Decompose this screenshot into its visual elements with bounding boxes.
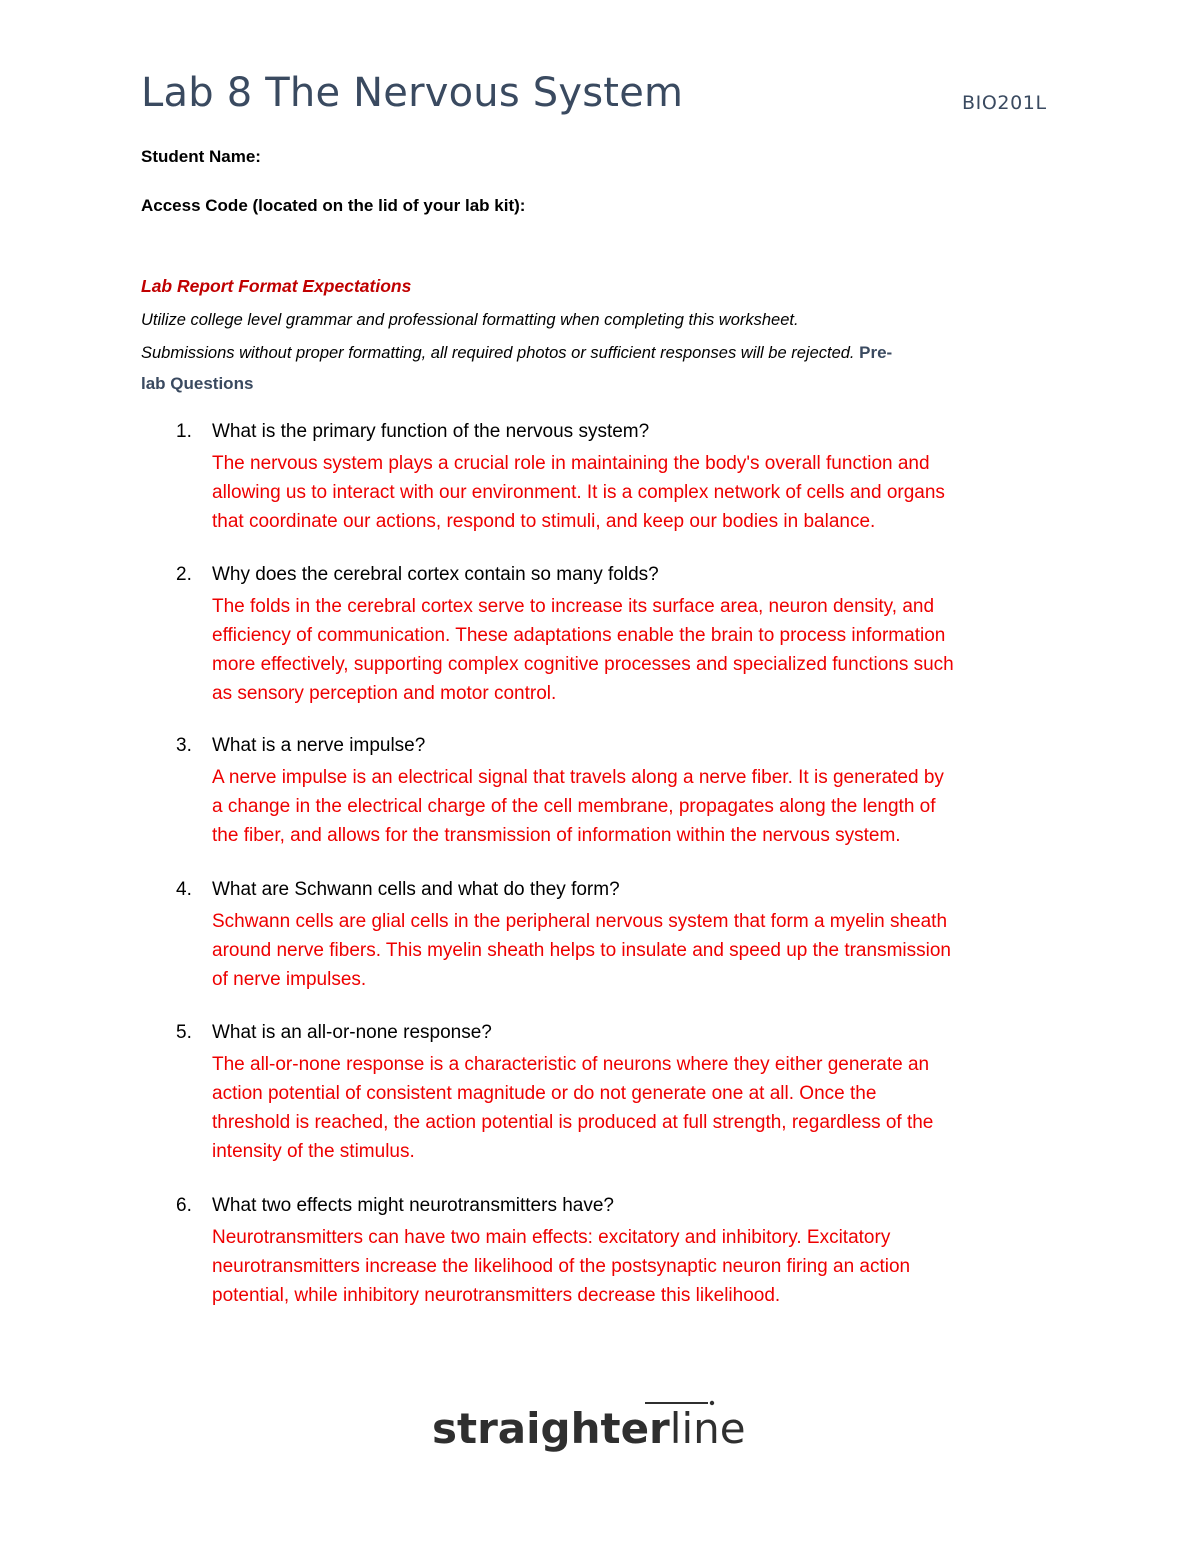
question-number: 4. — [176, 879, 192, 900]
answer-line: The nervous system plays a crucial role in maintaining the body's overall function and — [212, 453, 930, 474]
straighterline-logo — [430, 1395, 770, 1465]
question-number: 6. — [176, 1195, 192, 1216]
answer-line: A nerve impulse is an electrical signal that travels along a nerve fiber. It is generated by — [212, 767, 944, 788]
answer-line: action potential of consistent magnitude or do not generate one at all. Once the — [212, 1083, 877, 1104]
question-text: Why does the cerebral cortex contain so many folds? — [212, 564, 659, 585]
answer-line: around nerve fibers. This myelin sheath helps to insulate and speed up the transmission — [212, 940, 951, 961]
answer-line: efficiency of communication. These adaptations enable the brain to process information — [212, 625, 946, 646]
answer-line: that coordinate our actions, respond to stimuli, and keep our bodies in balance. — [212, 511, 876, 532]
answer-line: of nerve impulses. — [212, 969, 367, 990]
question-number: 3. — [176, 735, 192, 756]
question-number: 2. — [176, 564, 192, 585]
answer-line: allowing us to interact with our environment. It is a complex network of cells and organs — [212, 482, 945, 503]
answer-line: The all-or-none response is a characteristic of neurons where they either generate an — [212, 1054, 930, 1075]
format-expectations-line-2-text: Submissions without proper formatting, all required photos or sufficient responses will be rejected. — [141, 344, 855, 362]
question-number: 1. — [176, 421, 192, 442]
answer-line: as sensory perception and motor control. — [212, 683, 557, 704]
student-name-label: Student Name: — [141, 147, 261, 166]
question-text: What is an all-or-none response? — [212, 1022, 492, 1043]
answer-text — [212, 592, 1062, 708]
answer-line: Neurotransmitters can have two main effects: excitatory and inhibitory. Excitatory — [212, 1227, 891, 1248]
answer-text — [212, 763, 1062, 850]
question-text: What two effects might neurotransmitters have? — [212, 1195, 614, 1216]
answer-line: a change in the electrical charge of the cell membrane, propagates along the length of — [212, 796, 936, 817]
answer-text — [212, 1050, 1062, 1166]
answer-line: The folds in the cerebral cortex serve to increase its surface area, neuron density, and — [212, 596, 935, 617]
question-number: 5. — [176, 1022, 192, 1043]
logo-text — [432, 1404, 746, 1453]
prelab-heading-part-1: Pre- — [859, 343, 893, 362]
course-code: BIO201L — [962, 92, 1047, 114]
format-expectations-line-1: Utilize college level grammar and professional formatting when completing this worksheet. — [141, 311, 799, 329]
answer-text — [212, 449, 1062, 536]
format-expectations-line-2 — [141, 343, 892, 363]
answer-line: potential, while inhibitory neurotransmitters decrease this likelihood. — [212, 1285, 781, 1306]
answer-line: more effectively, supporting complex cognitive processes and specialized functions such — [212, 654, 954, 675]
question-text: What is a nerve impulse? — [212, 735, 426, 756]
answer-line: the fiber, and allows for the transmission of information within the nervous system. — [212, 825, 901, 846]
page-title: Lab 8 The Nervous System — [141, 70, 684, 116]
question-text: What are Schwann cells and what do they form? — [212, 879, 620, 900]
access-code-label: Access Code (located on the lid of your lab kit): — [141, 196, 526, 215]
answer-line: intensity of the stimulus. — [212, 1141, 415, 1162]
answer-text — [212, 907, 1062, 994]
prelab-heading-part-2: lab Questions — [141, 374, 254, 393]
answer-line: neurotransmitters increase the likelihood of the postsynaptic neuron firing an action — [212, 1256, 911, 1277]
question-text: What is the primary function of the nervous system? — [212, 421, 650, 442]
format-expectations-heading: Lab Report Format Expectations — [141, 276, 412, 296]
logo-text-bold: straighter — [432, 1404, 670, 1453]
logo-text-light: line — [669, 1404, 746, 1453]
answer-line: Schwann cells are glial cells in the peripheral nervous system that form a myelin sheath — [212, 911, 948, 932]
answer-text — [212, 1223, 1062, 1310]
answer-line: threshold is reached, the action potential is produced at full strength, regardless of the — [212, 1112, 934, 1133]
